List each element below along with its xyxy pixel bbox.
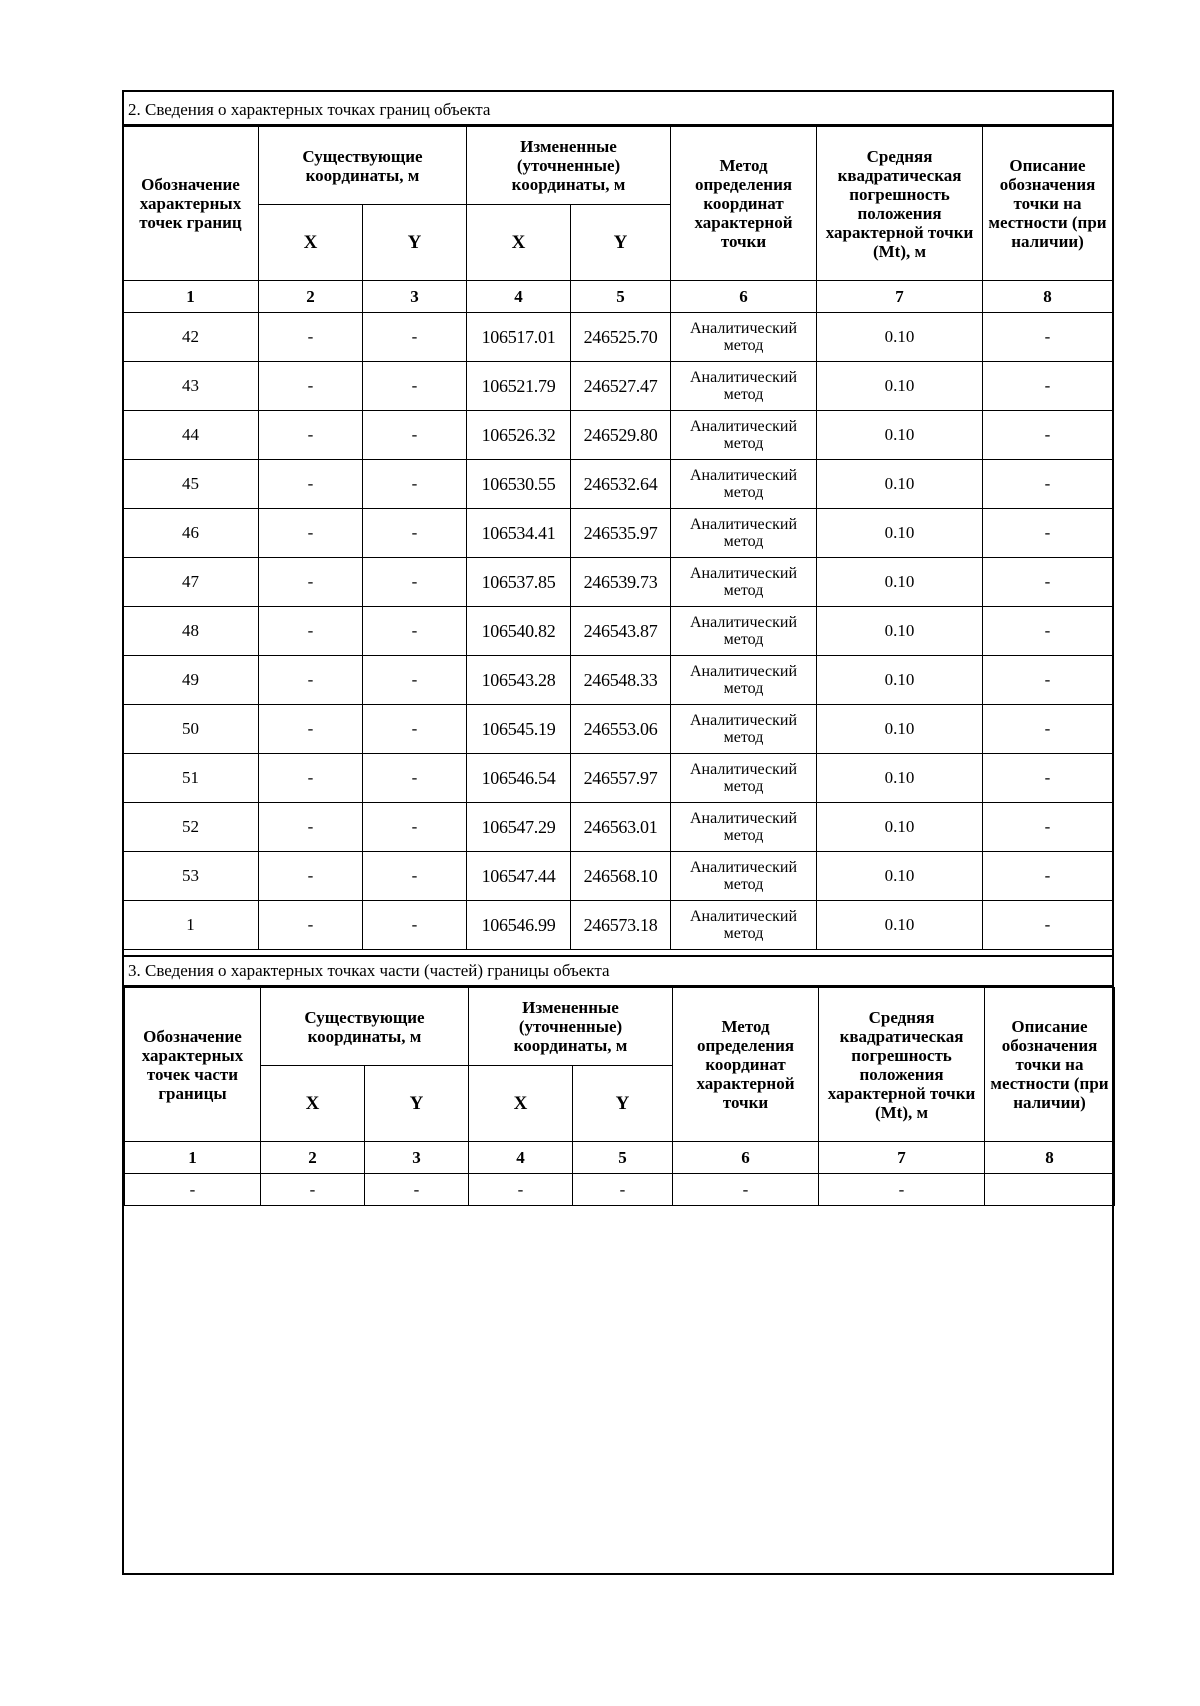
description-cell: - [983,411,1113,460]
header-designation: Обозначение характерных точек границ [123,127,259,281]
changed-y-cell: 246539.73 [571,558,671,607]
error-cell: 0.10 [817,852,983,901]
table-row [123,558,1113,607]
s3-header-method: Метод определения координат характерной точки [673,988,819,1142]
error-cell: 0.10 [817,705,983,754]
changed-y-cell: 246543.87 [571,607,671,656]
description-cell: - [983,362,1113,411]
section-2-table [122,126,1113,950]
point-cell: 42 [123,313,259,362]
column-number: 3 [365,1142,469,1174]
table-row [123,509,1113,558]
s3-header-description: Описание обозначения точки на местности (при наличии) [985,988,1115,1142]
table-cell: - [469,1174,573,1206]
column-number: 5 [573,1142,673,1174]
description-cell: - [983,901,1113,950]
table-row [123,607,1113,656]
changed-x-cell: 106547.44 [467,852,571,901]
method-cell: Аналитический метод [671,656,817,705]
table-cell: - [261,1174,365,1206]
table-row [123,852,1113,901]
table-row [123,803,1113,852]
table-cell: - [573,1174,673,1206]
header-existing-x: X [259,205,363,281]
method-cell: Аналитический метод [671,558,817,607]
point-cell: 53 [123,852,259,901]
point-cell: 46 [123,509,259,558]
existing-y-cell: - [363,362,467,411]
error-cell: 0.10 [817,509,983,558]
column-number: 6 [671,281,817,313]
error-cell: 0.10 [817,754,983,803]
existing-y-cell: - [363,558,467,607]
header-existing-y: Y [363,205,467,281]
error-cell: 0.10 [817,803,983,852]
section-3-title: 3. Сведения о характерных точках части (частей) границы объекта [124,955,1114,987]
changed-y-cell: 246527.47 [571,362,671,411]
method-cell: Аналитический метод [671,705,817,754]
method-cell: Аналитический метод [671,411,817,460]
existing-x-cell: - [259,901,363,950]
column-number: 4 [469,1142,573,1174]
description-cell: - [983,313,1113,362]
changed-x-cell: 106537.85 [467,558,571,607]
table-cell: - [819,1174,985,1206]
s3-header-error: Средняя квадратическая погрешность положения характерной точки (Mt), м [819,988,985,1142]
changed-x-cell: 106546.99 [467,901,571,950]
table-cell: - [673,1174,819,1206]
error-cell: 0.10 [817,460,983,509]
existing-x-cell: - [259,313,363,362]
existing-x-cell: - [259,362,363,411]
description-cell: - [983,607,1113,656]
changed-y-cell: 246573.18 [571,901,671,950]
s3-header-changed-y: Y [573,1066,673,1142]
column-number: 8 [985,1142,1115,1174]
existing-x-cell: - [259,705,363,754]
point-cell: 47 [123,558,259,607]
existing-x-cell: - [259,607,363,656]
method-cell: Аналитический метод [671,754,817,803]
error-cell: 0.10 [817,901,983,950]
column-number: 1 [125,1142,261,1174]
description-cell: - [983,754,1113,803]
changed-y-cell: 246563.01 [571,803,671,852]
table-row [123,411,1113,460]
changed-x-cell: 106547.29 [467,803,571,852]
existing-x-cell: - [259,656,363,705]
point-cell: 49 [123,656,259,705]
description-cell: - [983,460,1113,509]
changed-y-cell: 246568.10 [571,852,671,901]
table-row [123,656,1113,705]
changed-y-cell: 246529.80 [571,411,671,460]
error-cell: 0.10 [817,607,983,656]
table-cell [985,1174,1115,1206]
table-row [123,705,1113,754]
table-row [123,460,1113,509]
s3-header-existing-y: Y [365,1066,469,1142]
existing-y-cell: - [363,607,467,656]
table-row [123,362,1113,411]
table-cell: - [125,1174,261,1206]
method-cell: Аналитический метод [671,901,817,950]
column-number: 4 [467,281,571,313]
header-method: Метод определения координат характерной точки [671,127,817,281]
section-3-table [124,987,1115,1206]
existing-y-cell: - [363,901,467,950]
error-cell: 0.10 [817,411,983,460]
point-cell: 52 [123,803,259,852]
point-cell: 1 [123,901,259,950]
point-cell: 45 [123,460,259,509]
s3-header-existing-x: X [261,1066,365,1142]
header-existing-coords: Существующие координаты, м [259,127,467,205]
method-cell: Аналитический метод [671,460,817,509]
method-cell: Аналитический метод [671,607,817,656]
existing-y-cell: - [363,313,467,362]
changed-x-cell: 106534.41 [467,509,571,558]
existing-y-cell: - [363,656,467,705]
point-cell: 48 [123,607,259,656]
table-row [123,901,1113,950]
changed-y-cell: 246535.97 [571,509,671,558]
existing-y-cell: - [363,705,467,754]
existing-x-cell: - [259,411,363,460]
header-error: Средняя квадратическая погрешность положения характерной точки (Mt), м [817,127,983,281]
existing-x-cell: - [259,852,363,901]
existing-x-cell: - [259,509,363,558]
changed-x-cell: 106546.54 [467,754,571,803]
error-cell: 0.10 [817,362,983,411]
point-cell: 43 [123,362,259,411]
changed-x-cell: 106526.32 [467,411,571,460]
column-number: 2 [259,281,363,313]
table-row [123,313,1113,362]
section-2-rows [123,313,1113,950]
description-cell: - [983,852,1113,901]
s3-header-existing-coords: Существующие координаты, м [261,988,469,1066]
method-cell: Аналитический метод [671,362,817,411]
point-cell: 50 [123,705,259,754]
description-cell: - [983,558,1113,607]
s3-header-changed-coords: Измененные (уточненные) координаты, м [469,988,673,1066]
changed-x-cell: 106530.55 [467,460,571,509]
s3-header-designation: Обозначение характерных точек части границы [125,988,261,1142]
column-number: 2 [261,1142,365,1174]
table-row [123,754,1113,803]
column-number: 6 [673,1142,819,1174]
method-cell: Аналитический метод [671,509,817,558]
changed-y-cell: 246553.06 [571,705,671,754]
existing-y-cell: - [363,803,467,852]
point-cell: 44 [123,411,259,460]
column-number: 7 [817,281,983,313]
error-cell: 0.10 [817,558,983,607]
existing-x-cell: - [259,558,363,607]
existing-y-cell: - [363,460,467,509]
column-number: 1 [123,281,259,313]
changed-x-cell: 106543.28 [467,656,571,705]
method-cell: Аналитический метод [671,803,817,852]
changed-y-cell: 246532.64 [571,460,671,509]
point-cell: 51 [123,754,259,803]
method-cell: Аналитический метод [671,313,817,362]
column-number: 8 [983,281,1113,313]
section-2-title: 2. Сведения о характерных точках границ объекта [124,96,1114,126]
description-cell: - [983,705,1113,754]
description-cell: - [983,509,1113,558]
method-cell: Аналитический метод [671,852,817,901]
column-number: 3 [363,281,467,313]
s3-header-changed-x: X [469,1066,573,1142]
changed-x-cell: 106521.79 [467,362,571,411]
changed-y-cell: 246548.33 [571,656,671,705]
description-cell: - [983,803,1113,852]
error-cell: 0.10 [817,313,983,362]
existing-x-cell: - [259,803,363,852]
existing-y-cell: - [363,754,467,803]
header-description: Описание обозначения точки на местности (при наличии) [983,127,1113,281]
changed-x-cell: 106545.19 [467,705,571,754]
s3-column-number-row [125,1142,1115,1174]
existing-y-cell: - [363,509,467,558]
header-changed-y: Y [571,205,671,281]
header-changed-x: X [467,205,571,281]
changed-x-cell: 106540.82 [467,607,571,656]
header-changed-coords: Измененные (уточненные) координаты, м [467,127,671,205]
changed-y-cell: 246525.70 [571,313,671,362]
existing-y-cell: - [363,852,467,901]
description-cell: - [983,656,1113,705]
existing-x-cell: - [259,460,363,509]
column-number: 5 [571,281,671,313]
s3-data-row [125,1174,1115,1206]
existing-y-cell: - [363,411,467,460]
error-cell: 0.10 [817,656,983,705]
column-number: 7 [819,1142,985,1174]
existing-x-cell: - [259,754,363,803]
table-cell: - [365,1174,469,1206]
changed-x-cell: 106517.01 [467,313,571,362]
column-number-row [123,281,1113,313]
changed-y-cell: 246557.97 [571,754,671,803]
